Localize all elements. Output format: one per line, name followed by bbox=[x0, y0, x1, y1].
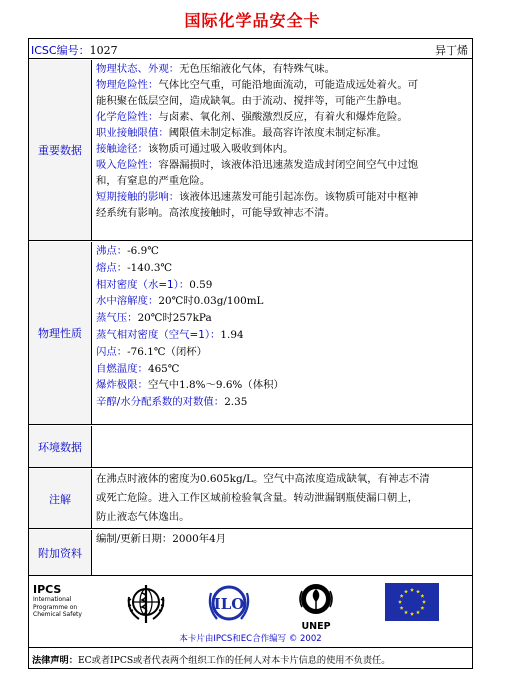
important-data-content bbox=[93, 60, 472, 240]
property-key: 自燃温度： bbox=[96, 362, 148, 375]
eu-flag-icon bbox=[385, 583, 439, 621]
ipcs-line: Chemical Safety bbox=[33, 611, 82, 618]
note-line: 在沸点时液体的密度为0.605kg/L。空气中高浓度造成缺氧，有神志不清 bbox=[96, 473, 430, 485]
property-key: 闪点： bbox=[96, 345, 128, 358]
physical-properties-label: 物理性质 bbox=[29, 242, 92, 424]
environment-data-row bbox=[29, 426, 472, 468]
ipcs-logo bbox=[33, 583, 82, 619]
property-value: -76.1℃（闭杯） bbox=[127, 345, 208, 358]
item-text: 能积聚在低层空间，造成缺氧。由于流动、搅拌等，可能产生静电。 bbox=[96, 95, 408, 107]
property-value: 1.94 bbox=[220, 328, 244, 341]
card-title: 国际化学品安全卡 bbox=[184, 11, 321, 30]
item-text: 与卤素、氧化剂、强酸激烈反应，有着火和爆炸危险。 bbox=[158, 111, 408, 123]
item-key: 职业接触限值： bbox=[96, 127, 169, 139]
item-text: 气体比空气重，可能沿地面流动，可能造成远处着火。可 bbox=[158, 79, 419, 91]
property-key: 蒸气压： bbox=[96, 312, 138, 325]
icsc-row bbox=[29, 39, 472, 59]
ipcs-title: IPCS bbox=[33, 583, 62, 596]
item-key: 物理状态、外观： bbox=[96, 63, 180, 75]
legal-notice bbox=[29, 649, 472, 669]
legal-text: EC或者IPCS或者代表两个组织工作的任何人对本卡片信息的使用不负责任。 bbox=[77, 655, 391, 666]
item-text: 和，有窒息的严重危险。 bbox=[96, 175, 211, 187]
property-key: 水中溶解度： bbox=[96, 295, 159, 308]
unep-label: UNEP bbox=[301, 621, 331, 632]
property-key: 蒸气相对密度（空气=1）： bbox=[96, 328, 221, 341]
additional-info-label: 附加资料 bbox=[29, 530, 92, 575]
property-value: 2.35 bbox=[224, 396, 248, 409]
notes-content bbox=[93, 469, 472, 528]
property-value: 20℃时257kPa bbox=[137, 312, 212, 325]
important-data-label: 重要数据 bbox=[29, 60, 92, 240]
item-text: 阈限值未制定标准。最高容许浓度未制定标准。 bbox=[168, 127, 387, 139]
item-key: 接触途径： bbox=[96, 143, 148, 155]
property-value: -6.9℃ bbox=[127, 245, 159, 257]
property-value: 空气中1.8%～9.6%（体积） bbox=[147, 379, 284, 392]
note-line: 防止液态气体逸出。 bbox=[96, 511, 190, 523]
safety-card bbox=[28, 38, 473, 669]
environment-data-label: 环境数据 bbox=[29, 426, 92, 467]
note-line: 或死亡危险。进入工作区域前检验氧含量。转动泄漏钢瓶使漏口朝上， bbox=[96, 492, 419, 504]
ilo-logo-icon bbox=[207, 581, 251, 627]
item-key: 物理危险性： bbox=[96, 79, 159, 91]
logo-strip bbox=[29, 577, 472, 648]
physical-properties-content bbox=[93, 242, 472, 424]
property-value: 465℃ bbox=[147, 362, 180, 375]
item-text: 该液体迅速蒸发可能引起冻伤。该物质可能对中枢神 bbox=[179, 191, 419, 203]
notes-label: 注解 bbox=[29, 469, 92, 528]
property-key: 相对密度（水=1）： bbox=[96, 278, 190, 291]
item-text: 无色压缩液化气体，有特殊气味。 bbox=[179, 63, 335, 75]
property-key: 爆炸极限： bbox=[96, 379, 148, 392]
environment-data-content bbox=[93, 426, 472, 467]
item-key: 短期接触的影响： bbox=[96, 191, 180, 203]
item-text: 经系统有影响。高浓度接触时，可能导致神志不清。 bbox=[96, 207, 335, 219]
item-key: 化学危险性： bbox=[96, 111, 159, 123]
important-data-row bbox=[29, 60, 472, 241]
item-text: 该物质可通过吸入吸收到体内。 bbox=[147, 143, 294, 155]
property-value: 0.59 bbox=[189, 278, 213, 291]
unep-logo-icon bbox=[294, 581, 338, 633]
legal-key: 法律声明： bbox=[32, 655, 78, 666]
item-text: 容器漏损时，该液体沿迅速蒸发造成封闭空间空气中过饱 bbox=[158, 159, 419, 171]
property-value: -140.3℃ bbox=[127, 261, 173, 274]
physical-properties-row bbox=[29, 242, 472, 425]
icsc-number: 1027 bbox=[89, 44, 118, 57]
property-key: 熔点： bbox=[96, 261, 128, 274]
icsc-label: ICSC编号： bbox=[31, 44, 90, 57]
update-date: 编制/更新日期：2000年4月 bbox=[96, 533, 227, 545]
card-credit: 本卡片由IPCS和EC合作编写 © 2002 bbox=[179, 634, 322, 644]
property-key: 辛醇/水分配系数的对数值： bbox=[96, 396, 225, 409]
ipcs-line: Programme on bbox=[33, 603, 78, 611]
property-value: 20℃时0.03g/100mL bbox=[158, 295, 264, 308]
item-key: 吸入危险性： bbox=[96, 159, 159, 171]
chemical-name: 异丁烯 bbox=[435, 44, 468, 57]
svg-text:ILO: ILO bbox=[213, 595, 245, 613]
who-logo-icon bbox=[125, 581, 167, 627]
property-key: 沸点： bbox=[96, 245, 128, 257]
notes-row bbox=[29, 469, 472, 529]
additional-info-row bbox=[29, 530, 472, 576]
ipcs-line: International bbox=[33, 596, 72, 603]
